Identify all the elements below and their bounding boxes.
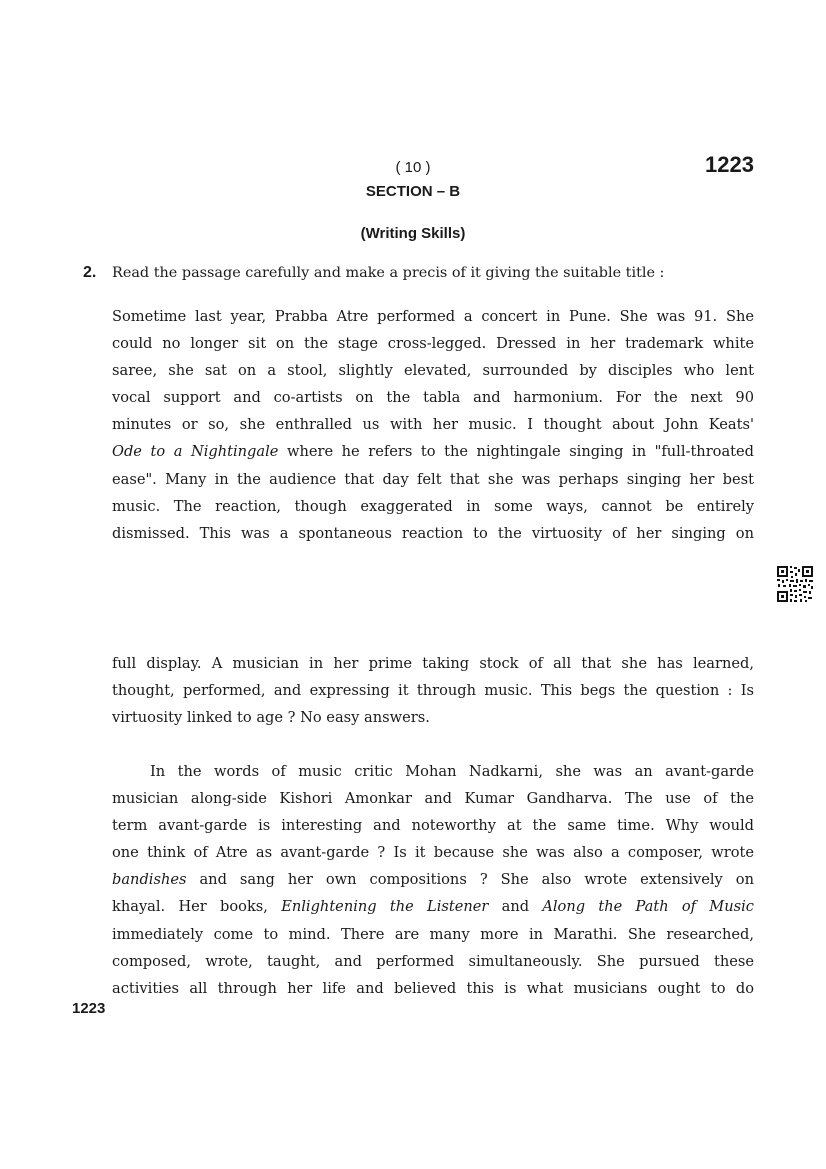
passage-line: term avant-garde is interesting and noteworthy at the same time. Why would — [112, 817, 754, 835]
poem-title: Ode to a Nightingale — [112, 443, 279, 461]
passage-line-with-title — [112, 438, 754, 465]
book-title-2: Along the Path of Music — [542, 898, 754, 916]
passage-paragraph-2 — [112, 650, 754, 731]
passage-paragraph-1 — [112, 303, 754, 547]
section-heading: SECTION – B — [365, 183, 461, 200]
passage-line-with-term — [112, 866, 754, 893]
question-number: 2. — [83, 264, 97, 281]
passage-line: virtuosity linked to age ? No easy answers. — [112, 709, 430, 727]
passage-line: immediately come to mind. There are many more in Marathi. She researched, — [112, 925, 754, 943]
book-title-1: Enlightening the Listener — [281, 898, 489, 916]
passage-line: vocal support and co-artists on the tabla and harmonium. For the next 90 — [112, 389, 754, 407]
subsection-heading: (Writing Skills) — [360, 225, 466, 242]
passage-line-with-books — [112, 893, 754, 920]
passage-line: one think of Atre as avant-garde ? Is it because she was also a composer, wrote — [112, 844, 754, 862]
qr-code-icon — [776, 565, 814, 603]
passage-line: dismissed. This was a spontaneous reaction to the virtuosity of her singing on — [112, 524, 754, 542]
passage-line: could no longer sit on the stage cross-legged. Dressed in her trademark white — [112, 335, 754, 353]
passage-line: activities all through her life and believed this is what musicians ought to do — [112, 979, 754, 997]
passage-line: saree, she sat on a stool, slightly elevated, surrounded by disciples who lent — [112, 362, 754, 380]
passage-line: ease". Many in the audience that day felt that she was perhaps singing her best — [112, 470, 754, 488]
passage-line-text: where he refers to the nightingale singing in "full-throated — [286, 443, 755, 461]
passage-line: composed, wrote, taught, and performed simultaneously. She pursued these — [112, 952, 754, 970]
term-bandishes: bandishes — [112, 871, 187, 889]
passage-paragraph-3 — [112, 758, 754, 1002]
passage-line: In the words of music critic Mohan Nadkarni, she was an avant-garde — [150, 763, 754, 780]
passage-line: minutes or so, she enthralled us with her music. I thought about John Keats' — [112, 416, 754, 434]
passage-line-text: and — [488, 898, 543, 916]
paper-code-bottom: 1223 — [72, 1000, 106, 1017]
passage-line: Sometime last year, Prabba Atre performed a concert in Pune. She was 91. She — [112, 308, 754, 325]
passage-line: music. The reaction, though exaggerated in some ways, cannot be entirely — [112, 497, 754, 515]
paper-code-top: 1223 — [705, 152, 754, 177]
passage-line: thought, performed, and expressing it through music. This begs the question : Is — [112, 682, 754, 700]
passage-line: musician along-side Kishori Amonkar and Kumar Gandharva. The use of the — [112, 790, 754, 808]
passage-line-text: and sang her own compositions ? She also wrote extensively on — [186, 871, 754, 889]
question-prompt: Read the passage carefully and make a precis of it giving the suitable title : — [112, 265, 665, 281]
passage-line-text: khayal. Her books, — [112, 898, 282, 916]
page-number: ( 10 ) — [395, 159, 431, 176]
passage-line: full display. A musician in her prime taking stock of all that she has learned, — [112, 655, 754, 672]
